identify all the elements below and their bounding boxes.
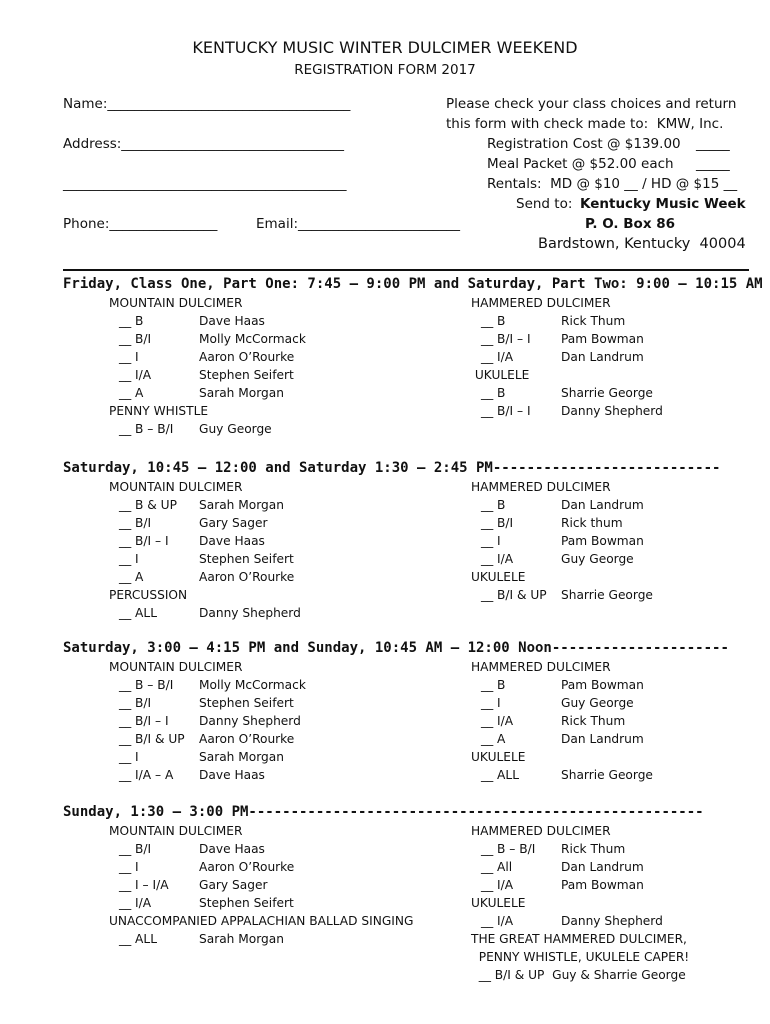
instructor-name: Rick Thum — [561, 714, 626, 728]
instructor-name: Sharrie George — [561, 588, 653, 602]
instructor-name: Danny Shepherd — [199, 606, 301, 620]
instructor-name: Rick Thum — [561, 842, 626, 856]
instructor-name: Dan Landrum — [561, 498, 644, 512]
instructor-name: Aaron O’Rourke — [199, 860, 295, 874]
send-to-label: Send to: — [516, 196, 573, 212]
class-checkbox-level[interactable]: __ I — [481, 534, 501, 548]
phone-field[interactable]: Phone:________________ — [63, 216, 218, 232]
section-heading: Saturday, 3:00 – 4:15 PM and Sunday, 10:45 AM – 12:00 Noon--------------------- — [63, 640, 729, 656]
instructor-name: Danny Shepherd — [199, 714, 301, 728]
instrument-heading: __ B/I & UP Guy & Sharrie George — [471, 968, 686, 982]
form-title: KENTUCKY MUSIC WINTER DULCIMER WEEKEND — [192, 38, 578, 57]
class-checkbox-level[interactable]: __ B/I – I — [119, 714, 169, 728]
instructor-name: Aaron O’Rourke — [199, 350, 295, 364]
class-checkbox-level[interactable]: __ I/A — [119, 368, 152, 382]
instructor-name: Stephen Seifert — [199, 896, 294, 910]
class-checkbox-level[interactable]: __ All — [481, 860, 513, 874]
instructor-name: Dan Landrum — [561, 350, 644, 364]
email-field[interactable]: Email:________________________ — [256, 216, 461, 232]
instructor-name: Sarah Morgan — [199, 932, 284, 946]
instrument-heading: MOUNTAIN DULCIMER — [109, 824, 243, 838]
class-checkbox-level[interactable]: __ B/I & UP — [119, 732, 185, 746]
instrument-heading: HAMMERED DULCIMER — [471, 824, 611, 838]
class-checkbox-level[interactable]: __ B – B/I — [481, 842, 536, 856]
instructor-name: Dan Landrum — [561, 732, 644, 746]
instructor-name: Dave Haas — [199, 534, 265, 548]
class-checkbox-level[interactable]: __ I/A — [481, 878, 514, 892]
po-box: P. O. Box 86 — [585, 216, 676, 232]
instrument-heading: UKULELE — [471, 570, 526, 584]
class-checkbox-level[interactable]: __ A — [119, 570, 144, 584]
instructor-name: Dave Haas — [199, 842, 265, 856]
instructor-name: Aaron O’Rourke — [199, 570, 295, 584]
instructor-name: Dave Haas — [199, 768, 265, 782]
class-checkbox-level[interactable]: __ B/I — [481, 516, 514, 530]
class-checkbox-level[interactable]: __ B & UP — [119, 498, 177, 512]
instrument-heading: HAMMERED DULCIMER — [471, 480, 611, 494]
instructions-line1: Please check your class choices and return — [446, 96, 737, 112]
instrument-heading: HAMMERED DULCIMER — [471, 296, 611, 310]
instrument-heading: UKULELE — [471, 368, 530, 382]
rentals-line[interactable]: Rentals: MD @ $10 __ / HD @ $15 __ — [487, 176, 738, 192]
address-line2-field[interactable]: __________________________________________ — [63, 176, 347, 192]
class-checkbox-level[interactable]: __ I — [119, 860, 139, 874]
instructor-name: Molly McCormack — [199, 332, 306, 346]
divider-rule — [63, 269, 749, 271]
instructor-name: Stephen Seifert — [199, 696, 294, 710]
class-checkbox-level[interactable]: __ ALL — [119, 932, 157, 946]
class-checkbox-level[interactable]: __ ALL — [119, 606, 157, 620]
class-checkbox-level[interactable]: __ I — [119, 750, 139, 764]
class-checkbox-level[interactable]: __ B — [481, 678, 506, 692]
instructor-name: Sharrie George — [561, 768, 653, 782]
class-checkbox-level[interactable]: __ I/A – A — [119, 768, 174, 782]
instructor-name: Gary Sager — [199, 516, 268, 530]
instructor-name: Gary Sager — [199, 878, 268, 892]
name-field[interactable]: Name:____________________________________ — [63, 96, 351, 112]
instructor-name: Dan Landrum — [561, 860, 644, 874]
class-checkbox-level[interactable]: __ I/A — [119, 896, 152, 910]
class-checkbox-level[interactable]: __ B – B/I — [119, 422, 174, 436]
class-checkbox-level[interactable]: __ B/I — [119, 696, 152, 710]
instructor-name: Pam Bowman — [561, 332, 644, 346]
class-checkbox-level[interactable]: __ ALL — [481, 768, 519, 782]
class-checkbox-level[interactable]: __ I/A — [481, 552, 514, 566]
instructor-name: Pam Bowman — [561, 534, 644, 548]
class-checkbox-level[interactable]: __ B — [481, 386, 506, 400]
instructor-name: Pam Bowman — [561, 678, 644, 692]
instrument-heading: MOUNTAIN DULCIMER — [109, 660, 243, 674]
instrument-heading: MOUNTAIN DULCIMER — [109, 296, 243, 310]
instrument-heading: PERCUSSION — [109, 588, 188, 602]
instrument-heading: UKULELE — [471, 750, 526, 764]
class-checkbox-level[interactable]: __ B — [481, 314, 506, 328]
instrument-heading: UKULELE — [471, 896, 526, 910]
instructor-name: Guy George — [199, 422, 272, 436]
instructions-line2: this form with check made to: KMW, Inc. — [446, 116, 724, 132]
section-heading: Friday, Class One, Part One: 7:45 – 9:00 PM and Saturday, Part Two: 9:00 – 10:15 AM — [63, 276, 763, 292]
registration-cost: Registration Cost @ $139.00 — [487, 136, 681, 152]
address-field[interactable]: Address:_________________________________ — [63, 136, 345, 152]
section-heading: Sunday, 1:30 – 3:00 PM------------------------------------------------------ — [63, 804, 704, 820]
form-subtitle: REGISTRATION FORM 2017 — [294, 62, 476, 78]
section-heading: Saturday, 10:45 – 12:00 and Saturday 1:30 – 2:45 PM--------------------------- — [63, 460, 721, 476]
class-checkbox-level[interactable]: __ B – B/I — [119, 678, 174, 692]
instructor-name: Stephen Seifert — [199, 368, 294, 382]
instructor-name: Danny Shepherd — [561, 404, 663, 418]
class-checkbox-level[interactable]: __ A — [119, 386, 144, 400]
instrument-heading: PENNY WHISTLE — [109, 404, 209, 418]
class-checkbox-level[interactable]: __ B/I — [119, 332, 152, 346]
instructor-name: Guy George — [561, 696, 634, 710]
class-checkbox-level[interactable]: __ I — [119, 350, 139, 364]
instructor-name: Sarah Morgan — [199, 386, 284, 400]
class-checkbox-level[interactable]: __ B/I — [119, 842, 152, 856]
class-checkbox-level[interactable]: __ A — [481, 732, 506, 746]
instructor-name: Rick Thum — [561, 314, 626, 328]
class-checkbox-level[interactable]: __ B — [119, 314, 144, 328]
class-checkbox-level[interactable]: __ B/I & UP — [481, 588, 547, 602]
meal-packet: Meal Packet @ $52.00 each — [487, 156, 674, 172]
class-checkbox-level[interactable]: __ B/I – I — [119, 534, 169, 548]
instructor-name: Stephen Seifert — [199, 552, 294, 566]
class-checkbox-level[interactable]: __ B/I — [119, 516, 152, 530]
instructor-name: Dave Haas — [199, 314, 265, 328]
instructor-name: Danny Shepherd — [561, 914, 663, 928]
city-state-zip: Bardstown, Kentucky 40004 — [538, 236, 746, 252]
instrument-heading: UNACCOMPANIED APPALACHIAN BALLAD SINGING — [109, 914, 414, 928]
registration-cost-blank[interactable]: _____ — [696, 136, 730, 152]
instructor-name: Molly McCormack — [199, 678, 306, 692]
instructor-name: Sarah Morgan — [199, 750, 284, 764]
organization-name: Kentucky Music Week — [580, 196, 746, 212]
class-checkbox-level[interactable]: __ I/A — [481, 914, 514, 928]
instrument-heading: MOUNTAIN DULCIMER — [109, 480, 243, 494]
class-checkbox-level[interactable]: __ B/I – I — [481, 332, 531, 346]
class-checkbox-level[interactable]: __ I — [481, 696, 501, 710]
class-checkbox-level[interactable]: __ I/A — [481, 350, 514, 364]
class-checkbox-level[interactable]: __ B — [481, 498, 506, 512]
meal-packet-blank[interactable]: _____ — [696, 156, 730, 172]
class-checkbox-level[interactable]: __ I/A — [481, 714, 514, 728]
instructor-name: Pam Bowman — [561, 878, 644, 892]
instrument-heading: THE GREAT HAMMERED DULCIMER, — [471, 932, 687, 946]
class-checkbox-level[interactable]: __ I — [119, 552, 139, 566]
class-checkbox-level[interactable]: __ B/I – I — [481, 404, 531, 418]
instructor-name: Rick thum — [561, 516, 623, 530]
instructor-name: Sharrie George — [561, 386, 653, 400]
instructor-name: Sarah Morgan — [199, 498, 284, 512]
instructor-name: Aaron O’Rourke — [199, 732, 295, 746]
instrument-heading: PENNY WHISTLE, UKULELE CAPER! — [471, 950, 690, 964]
instrument-heading: HAMMERED DULCIMER — [471, 660, 611, 674]
class-checkbox-level[interactable]: __ I – I/A — [119, 878, 169, 892]
instructor-name: Guy George — [561, 552, 634, 566]
